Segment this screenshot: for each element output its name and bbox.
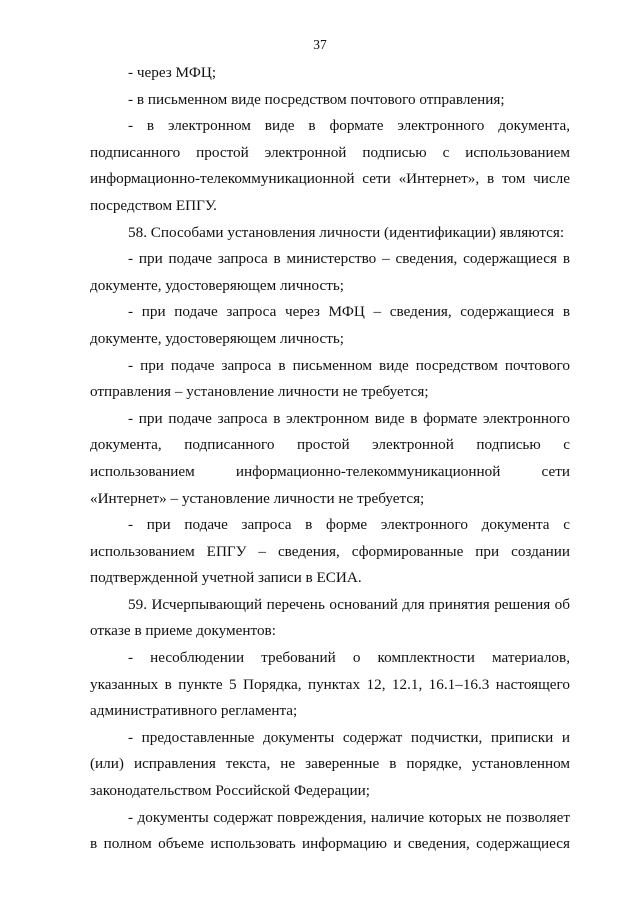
page-number: 37 bbox=[313, 37, 327, 52]
paragraph: - предоставленные документы содержат подчистки, приписки и (или) исправления текста, не заверенные в порядке, установленном законодательством Российской Федерации; bbox=[90, 728, 570, 800]
paragraph: - при подаче запроса через МФЦ – сведения, содержащиеся в документе, удостоверяющем личность; bbox=[90, 303, 570, 347]
document-body bbox=[90, 60, 570, 858]
paragraph: - при подаче запроса в форме электронного документа с использованием ЕПГУ – сведения, сформированные при создании подтвержденной учетной записи в ЕСИА. bbox=[90, 516, 570, 587]
paragraph: - документы содержат повреждения, наличие которых не позволяет в полном объеме использовать информацию и сведения, содержащиеся bbox=[90, 808, 570, 853]
paragraph: - несоблюдении требований о комплектности материалов, указанных в пункте 5 Порядка, пунктах 12, 12.1, 16.1–16.3 настоящего административного регламента; bbox=[90, 649, 570, 720]
paragraph: - при подаче запроса в министерство – сведения, содержащиеся в документе, удостоверяющем личность; bbox=[90, 250, 570, 294]
paragraph: 58. Способами установления личности (идентификации) являются: bbox=[128, 223, 565, 241]
paragraph: - в письменном виде посредством почтового отправления; bbox=[128, 90, 505, 108]
paragraph: 59. Исчерпывающий перечень оснований для принятия решения об отказе в приеме документов: bbox=[90, 595, 570, 640]
paragraph: - через МФЦ; bbox=[128, 64, 217, 81]
paragraph: - при подаче запроса в электронном виде в формате электронного документа, подписанного простой электронной подписью с использованием информационно-телекоммуникационной сети «Интернет» – установление личности не требуется; bbox=[90, 409, 570, 507]
paragraph: - в электронном виде в формате электронного документа, подписанного простой электронной подписью с использованием информационно-телекоммуникационной сети «Интернет», в том числе посредством ЕПГУ. bbox=[90, 117, 570, 214]
paragraph: - при подаче запроса в письменном виде посредством почтового отправления – установление личности не требуется; bbox=[90, 356, 570, 401]
